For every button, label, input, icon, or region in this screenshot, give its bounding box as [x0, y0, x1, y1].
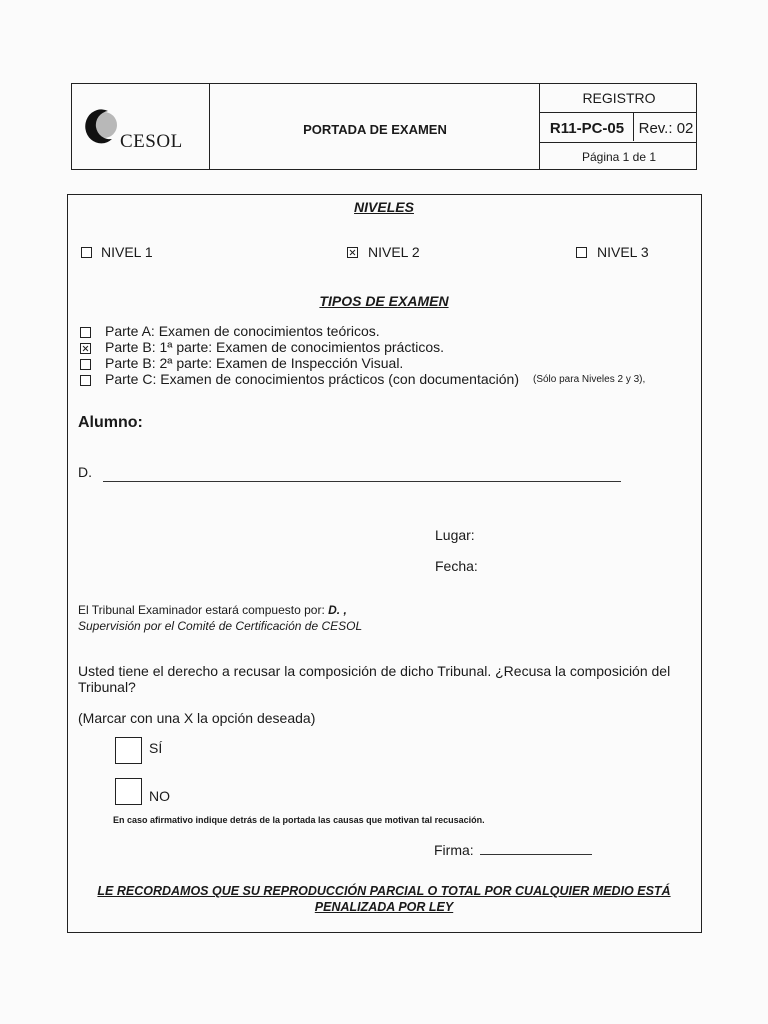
alumno-label: Alumno: — [78, 414, 143, 431]
firma-field[interactable] — [480, 854, 592, 855]
nivel-2-checkbox[interactable] — [347, 247, 358, 258]
tribunal-text — [78, 603, 347, 617]
si-label: SÍ — [149, 740, 163, 756]
document-title: PORTADA DE EXAMEN — [303, 122, 447, 137]
nivel-2-label: NIVEL 2 — [368, 244, 420, 260]
no-checkbox[interactable] — [115, 778, 142, 805]
niveles-heading: NIVELES — [354, 199, 414, 215]
parte-a-checkbox[interactable] — [80, 327, 91, 338]
supervision-text: Supervisión por el Comité de Certificación de CESOL — [78, 619, 363, 633]
recusa-question-cont: Tribunal? — [78, 679, 136, 695]
registro-label: REGISTRO — [582, 90, 656, 106]
header-table — [71, 83, 697, 170]
parte-c-label: Parte C: Examen de conocimientos prácticos (con documentación) — [105, 371, 519, 387]
tribunal-member: D. , — [328, 603, 347, 617]
parte-c-checkbox[interactable] — [80, 375, 91, 386]
footer-warning: LE RECORDAMOS QUE SU REPRODUCCIÓN PARCIAL O TOTAL POR CUALQUIER MEDIO ESTÁ — [97, 884, 671, 898]
firma-label: Firma: — [434, 842, 474, 858]
parte-c-note: (Sólo para Niveles 2 y 3), — [533, 374, 646, 385]
footer-warning-cont: PENALIZADA POR LEY — [314, 900, 454, 914]
si-checkbox[interactable] — [115, 737, 142, 764]
header-divider — [539, 142, 696, 143]
revision-label: Rev.: 02 — [638, 120, 694, 137]
cesol-logo-icon — [82, 105, 118, 145]
nivel-1-checkbox[interactable] — [81, 247, 92, 258]
tipos-heading: TIPOS DE EXAMEN — [319, 293, 449, 309]
parte-b1-label: Parte B: 1ª parte: Examen de conocimientos prácticos. — [105, 339, 445, 355]
fecha-label: Fecha: — [435, 558, 478, 574]
recusa-note: En caso afirmativo indique detrás de la portada las causas que motivan tal recusación. — [113, 815, 485, 825]
tribunal-text-main: El Tribunal Examinador estará compuesto por: — [78, 603, 325, 617]
nivel-1-label: NIVEL 1 — [101, 244, 153, 260]
document-code: R11-PC-05 — [549, 120, 625, 137]
recusa-question: Usted tiene el derecho a recusar la composición de dicho Tribunal. ¿Recusa la composición del — [78, 663, 671, 679]
no-label: NO — [149, 788, 170, 804]
alumno-prefix: D. — [78, 464, 92, 480]
page-number: Página 1 de 1 — [581, 150, 657, 164]
header-divider — [539, 112, 696, 113]
nivel-3-label: NIVEL 3 — [597, 244, 649, 260]
nivel-3-checkbox[interactable] — [576, 247, 587, 258]
parte-b1-checkbox[interactable] — [80, 343, 91, 354]
recusa-instruction: (Marcar con una X la opción deseada) — [78, 710, 316, 726]
parte-b2-checkbox[interactable] — [80, 359, 91, 370]
parte-b2-label: Parte B: 2ª parte: Examen de Inspección Visual. — [105, 355, 404, 371]
lugar-label: Lugar: — [435, 527, 475, 543]
parte-a-label: Parte A: Examen de conocimientos teóricos. — [105, 323, 380, 339]
alumno-name-field[interactable] — [103, 481, 621, 482]
logo-text: CESOL — [120, 131, 183, 152]
